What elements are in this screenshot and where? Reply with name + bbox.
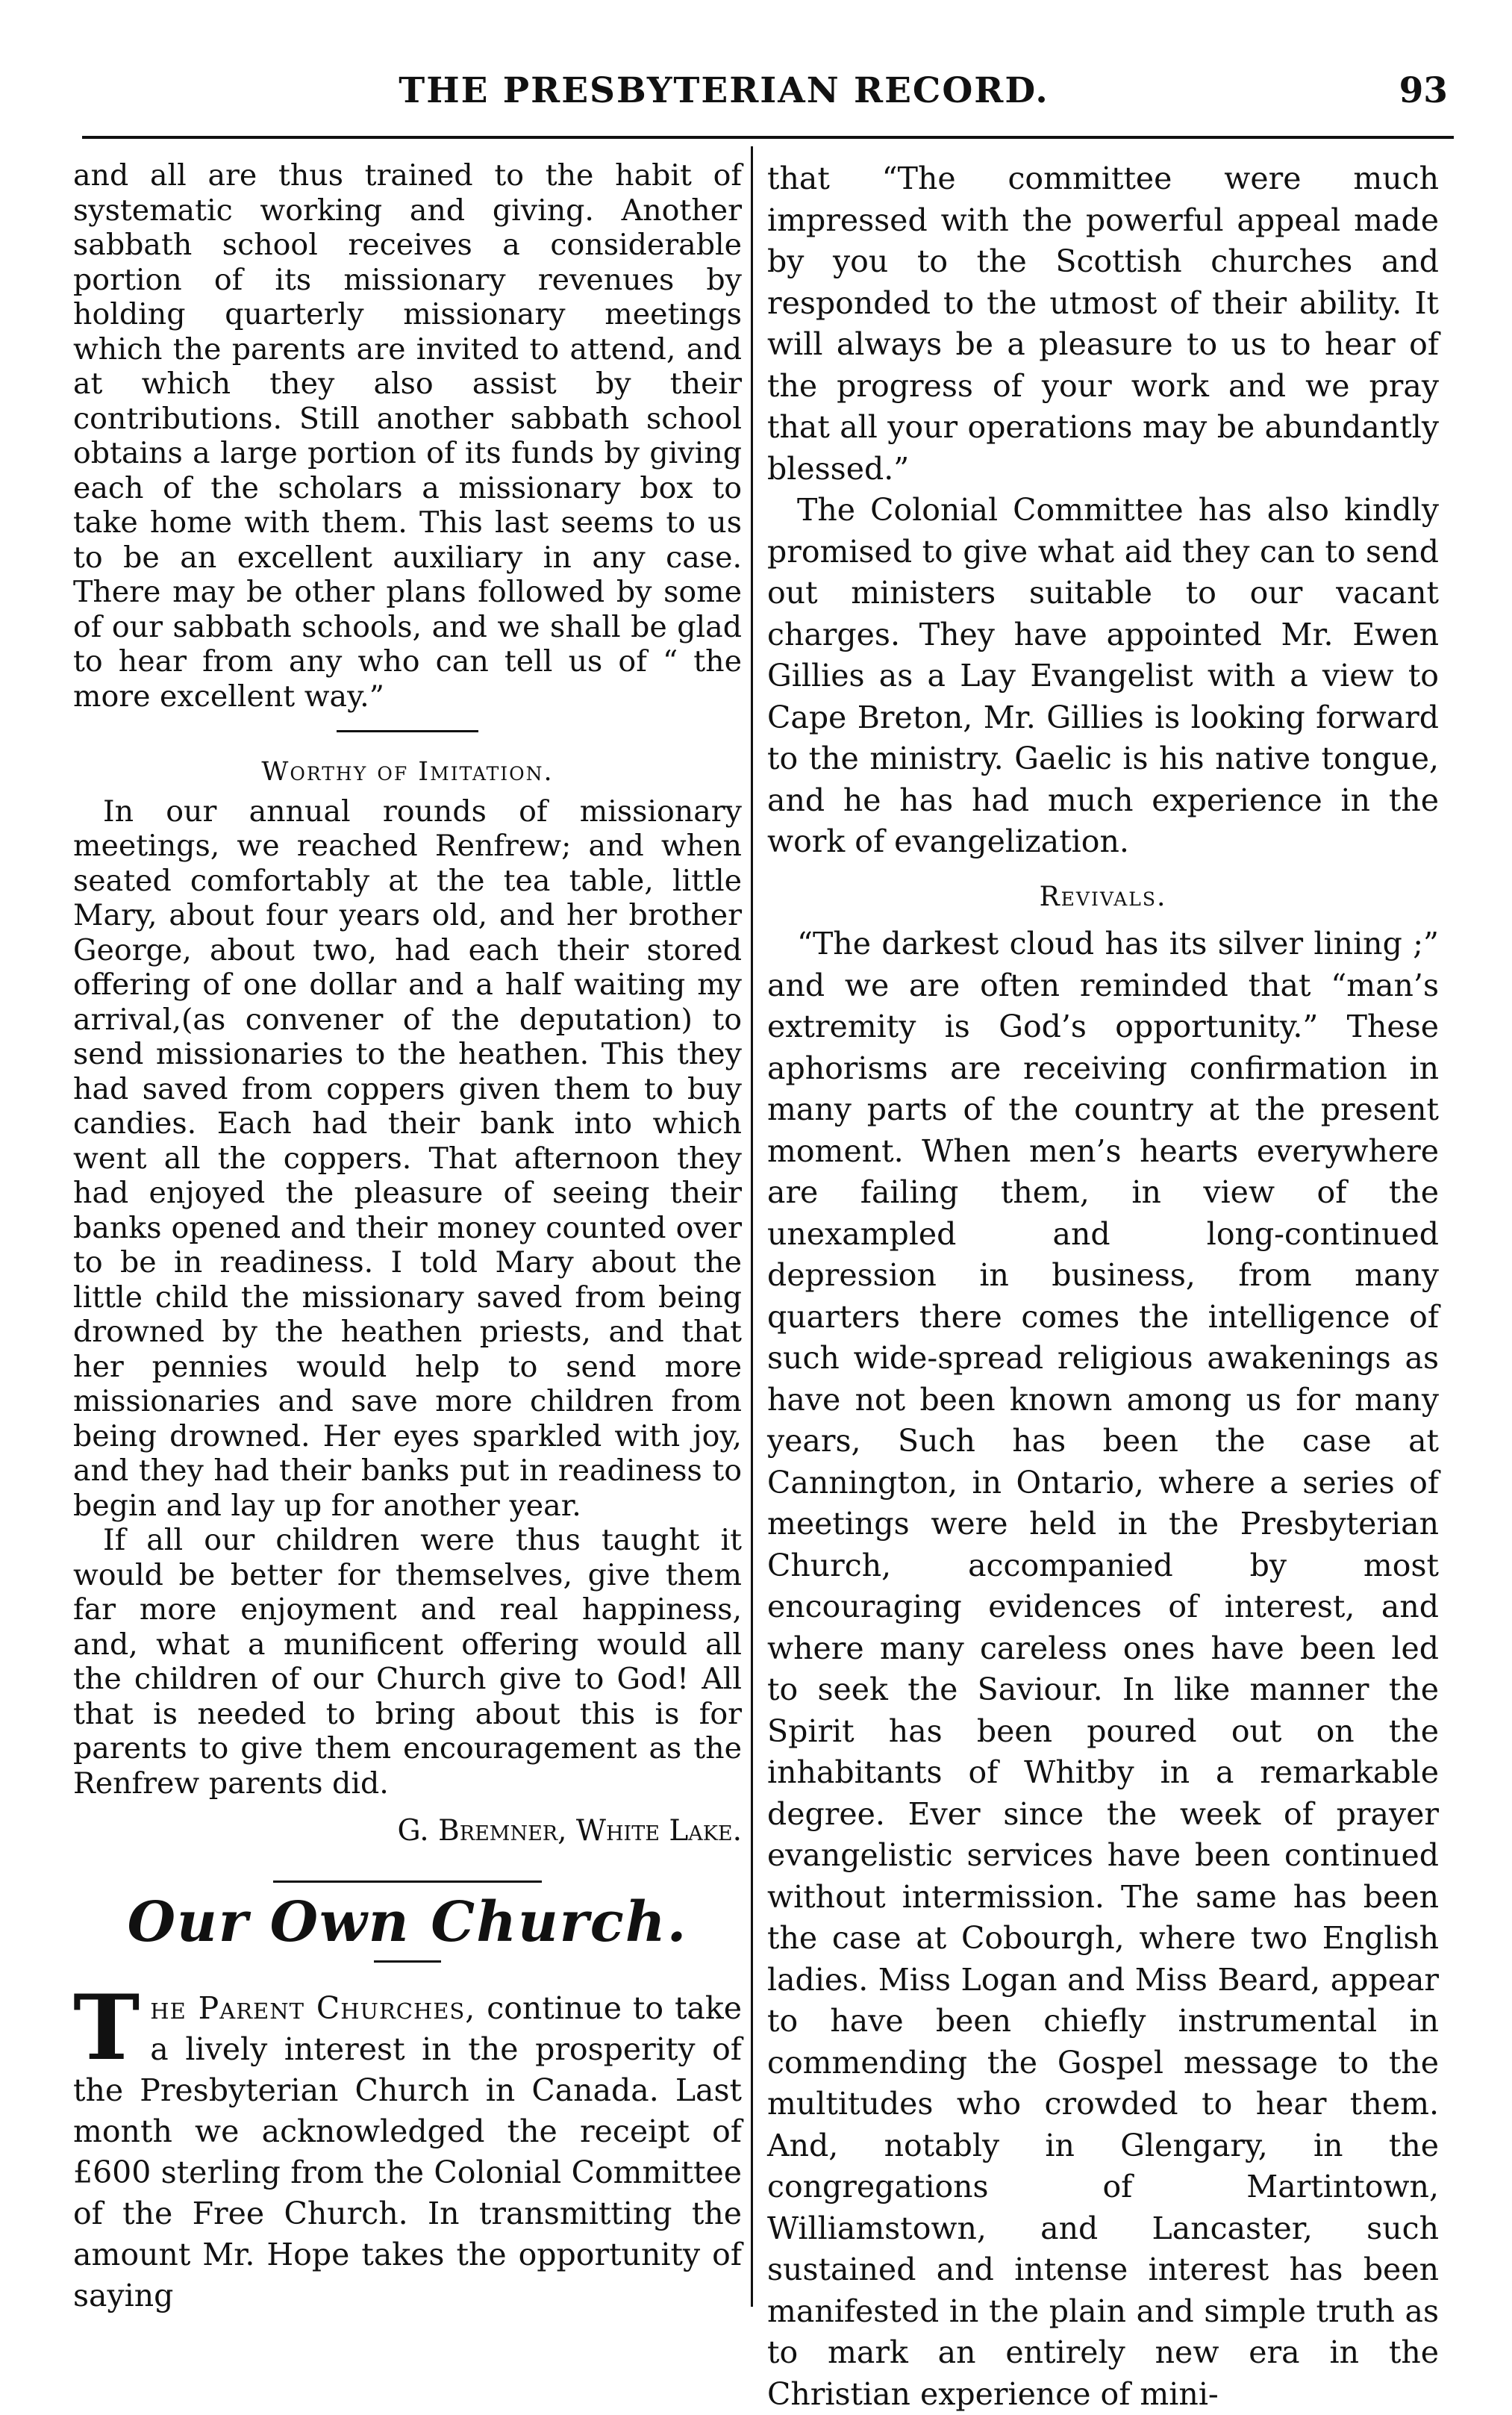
page-number: 93 (1399, 70, 1448, 111)
lead-small-caps: he Parent Churches, (150, 1990, 476, 2026)
lead-text: continue to take a lively interest in the prosperity of the Presbyterian Church in Canada. Last month we acknowledged the receipt of £600 sterling from the Colonial Committee of the Free Church. In transmitting the amount Mr. Hope takes the opportunity of saying (73, 1990, 742, 2313)
paragraph: In our annual rounds of missionary meetings, we reached Renfrew; and when seated comfortably at the tea table, little Mary, about four years old, and her brother George, about two, had each their stored offering of one dollar and a half waiting my arrival,(as convener of the deputation) to send missionaries to the heathen. This they had saved from coppers given them to buy candies. Each had their bank into which went all the coppers. That afternoon they had enjoyed the pleasure of seeing their banks opened and their money counted over to be in readiness. I told Mary about the little child the missionary saved from being drowned by the heathen priests, and that her pennies would help to send more missionaries and save more children from being drowned. Her eyes sparkled with joy, and they had their banks put in readiness to begin and lay up for another year. (73, 794, 742, 1523)
column-divider (751, 146, 753, 2307)
paragraph: “The darkest cloud has its silver lining ;” and we are often reminded that “man’s extremity is God’s opportunity.” These aphorisms are receiving confirmation in many parts of the country at the present moment. When men’s hearts everywhere are failing them, in view of the unexampled and long-continued depression in business, from many quarters there comes the intelligence of such wide-spread religious awakenings as have not been known among us for many years, Such has been the case at Cannington, in Ontario, where a series of meetings were held in the Presbyterian Church, accompanied by most encouraging evidences of interest, and where many careless ones have been led to seek the Saviour. In like manner the Spirit has been poured out on the inhabitants of Whitby in a remarkable degree. Ever since the week of prayer evangelistic services have been continued without intermission. The same has been the case at Cobourgh, where two English ladies. Miss Logan and Miss Beard, appear to have been chiefly instrumental in commending the Gospel message to the multitudes who crowded to hear them. And, notably in Glengary, in the congregations of Martintown, Williamstown, and Lancaster, such sustained and intense interest has been manifested in the plain and simple truth as to mark an entirely new era in the Christian experience of mini- (767, 926, 1439, 2412)
paragraph: that “The committee were much impressed with the powerful appeal made by you to the Scottish churches and responded to the utmost of their ability. It will always be a pleasure to us to hear of the progress of your work and we pray that all your operations may be abundantly blessed.” (767, 161, 1439, 487)
header-rule (82, 136, 1454, 139)
left-column (73, 158, 742, 2316)
right-column (767, 158, 1439, 2415)
section-rule (273, 1880, 542, 1883)
article-heading: Revivals. (1039, 881, 1167, 912)
drop-cap: T (73, 1975, 140, 2081)
section-title: Our Own Church. (127, 1889, 688, 1954)
paragraph: and all are thus trained to the habit of systematic working and giving. Another sabbath school receives a considerable portion of its missionary revenues by holding quarterly missionary meetings which the parents are invited to attend, and at which they also assist by their contributions. Still another sabbath school obtains a large portion of its funds by giving each of the scholars a missionary box to take home with them. This last seems to us to be an excellent auxiliary in any case. There may be other plans followed by some of our sabbath schools, and we shall be glad to hear from any who can tell us of “ the more excellent way.” (73, 158, 742, 714)
paragraph: If all our children were thus taught it would be better for themselves, give them far more enjoyment and real happiness, and, what a munificent offering would all the children of our Church give to God! All that is needed to bring about this is for parents to give them encouragement as the Renfrew parents did. (73, 1523, 742, 1801)
page-header (90, 70, 1448, 121)
lead-paragraph (73, 1975, 742, 2316)
section-rule (337, 730, 478, 732)
paragraph: The Colonial Committee has also kindly promised to give what aid they can to send out ministers suitable to our vacant charges. They have appointed Mr. Ewen Gillies as a Lay Evangelist with a view to Cape Breton, Mr. Gillies is looking forward to the ministry. Gaelic is his native tongue, and he has had much experience in the work of evangelization. (767, 492, 1439, 859)
publication-title: THE PRESBYTERIAN RECORD. (399, 70, 1049, 111)
signature: G. Bremner, White Lake. (397, 1814, 742, 1848)
section-rule (374, 1960, 441, 1963)
article-heading: Worthy of Imitation. (261, 757, 554, 787)
